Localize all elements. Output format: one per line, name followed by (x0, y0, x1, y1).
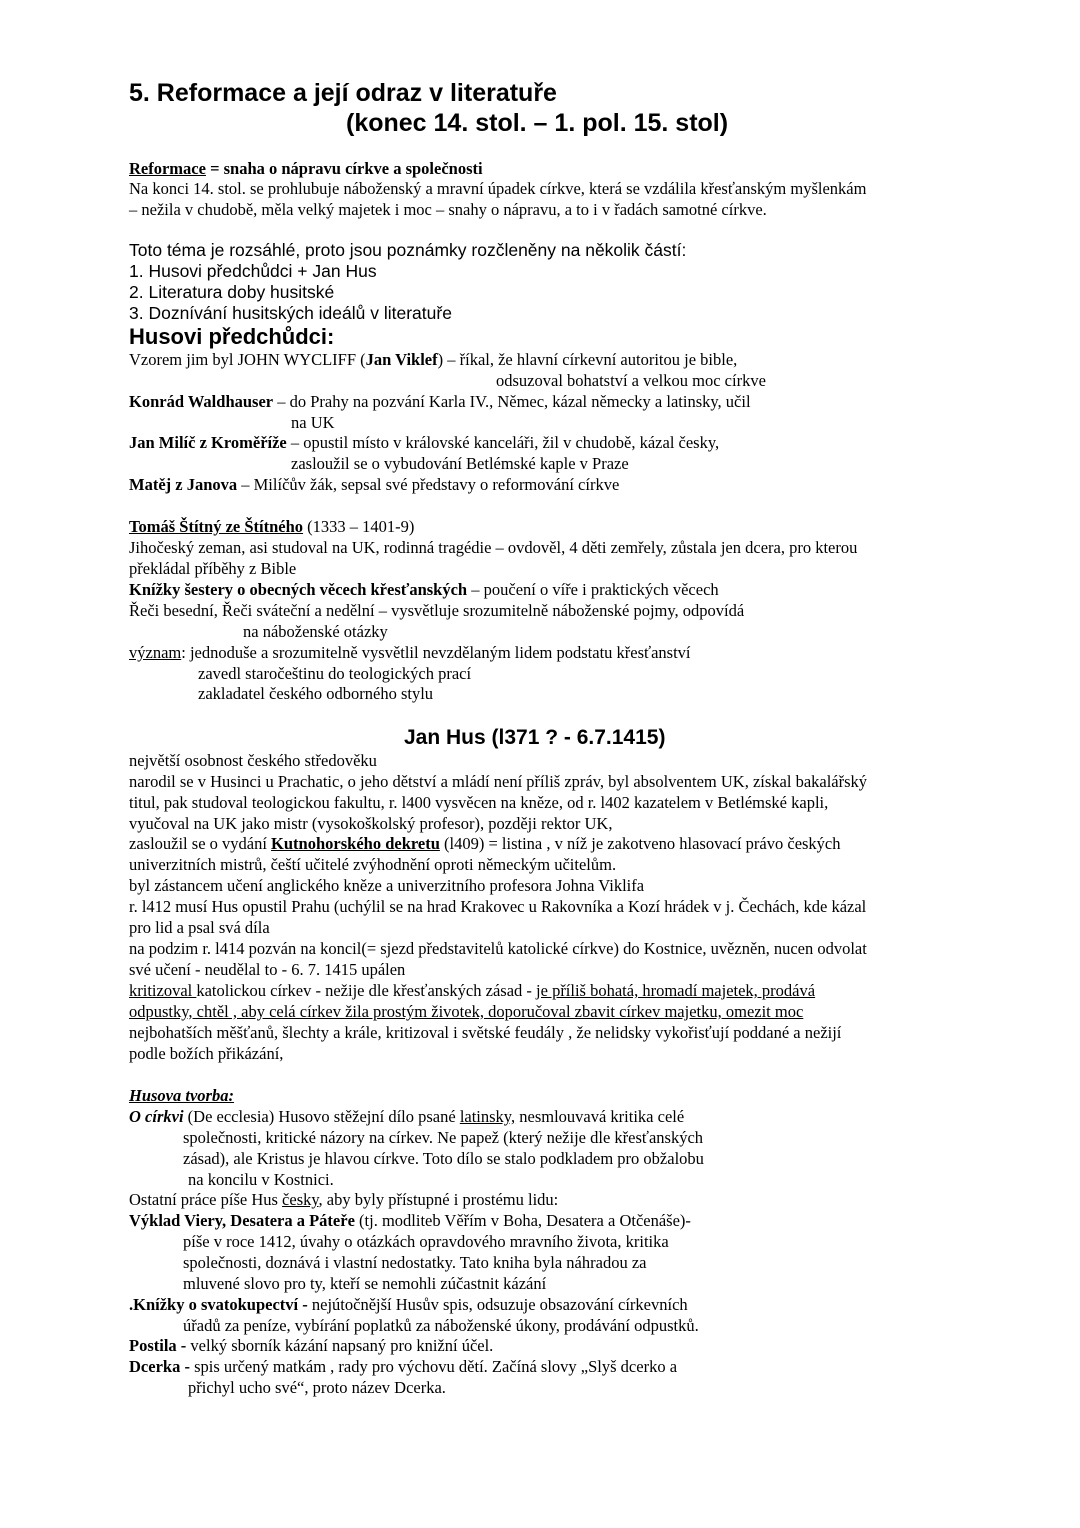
hus-line: vyučoval na UK jako mistr (vysokoškolský profesor), později rektor UK, (129, 814, 613, 833)
wyclif-post: ) – říkal, že hlavní církevní autoritou je bible, (437, 350, 738, 369)
hus-dekret-pre: zasloužil se o vydání (129, 834, 272, 853)
stitny-book-2: Řeči besední, Řeči sváteční a nedělní – vysvětluje srozumitelně náboženské pojmy, odpovídá (129, 601, 745, 620)
waldhauser-cont: na UK (291, 413, 335, 432)
ocirkvi-line (129, 1107, 684, 1127)
hus-line: své učení - neudělal to - 6. 7. 1415 upálen (129, 960, 406, 979)
dcerka-line (129, 1357, 677, 1377)
milic-text: – opustil místo v královské kanceláři, žil v chudobě, kázal česky, (286, 433, 720, 452)
critique-mid: katolickou církev - nežije dle křesťanských zásad - (196, 981, 537, 1000)
hus-line: největší osobnost českého středověku (129, 751, 377, 770)
hus-line: na podzim r. l414 pozván na koncil(= sjezd představitelů katolické církve) do Kostnice, uvězněn, nucen odvolat (129, 939, 867, 958)
hus-line: r. l412 musí Hus opustil Prahu (uchýlil se na hrad Krakovec u Rakovníka a Kozí hrádek v j. Čechách, kde kázal (129, 897, 867, 916)
kutnohorsky-dekret: Kutnohorského dekretu (271, 834, 440, 853)
stitny-book-2-cont: na náboženské otázky (243, 622, 388, 641)
hus-dekret-post: (l409) = listina , v níž je zakotveno hlasovací právo českých (439, 834, 841, 853)
overview-item: 2. Literatura doby husitské (129, 282, 335, 302)
stitny-book-1-text: – poučení o víře i praktických věcech (467, 580, 719, 599)
hus-line: pro lid a psal svá díla (129, 918, 270, 937)
wyclif-name: Jan Viklef (365, 350, 438, 369)
vyklad-cont: píše v roce 1412, úvahy o otázkách opravdového mravního života, kritika (183, 1232, 669, 1251)
ocirkvi-cont: zásad), ale Kristus je hlavou církve. Toto dílo se stalo podkladem pro obžalobu (183, 1149, 704, 1168)
stitny-book-1 (129, 580, 719, 600)
hus-line: podle božích přikázání, (129, 1044, 284, 1063)
dcerka-text: spis určený matkám , rady pro výchovu dětí. Začíná slovy „Slyš dcerko a (189, 1357, 678, 1376)
matej-name: Matěj z Janova (129, 475, 238, 494)
hus-dekret-line (129, 834, 841, 854)
ostatni-text: , aby byly přístupné i prostému lidu: (318, 1190, 559, 1209)
matej-line (129, 475, 619, 495)
reformace-term: Reformace (129, 159, 206, 178)
hus-line: nejbohatších měšťanů, šlechty a krále, kritizoval i světské feudály , že nelidsky vykořisťují poddané a nežijí (129, 1023, 842, 1042)
stitny-name: Tomáš Štítný ze Štítného (129, 517, 304, 536)
dcerka-title: Dcerka - (129, 1357, 190, 1376)
stitny-dates: (1333 – 1401-9) (303, 517, 415, 536)
ocirkvi-cont: společnosti, kritické názory na církev. Ne papež (který nežije dle křesťanských (183, 1128, 704, 1147)
stitny-bio-2: překládal příběhy z Bible (129, 559, 297, 578)
critique-underlined: odpustky, chtěl , aby celá církev žila prostým životek, doporučoval zbavit církev majetku, omezit moc (129, 1002, 804, 1021)
hus-critique-line (129, 981, 815, 1001)
hus-line: univerzitních mistrů, čeští učitelé zvýhodnění oproti německým učitelům. (129, 855, 617, 874)
ocirkvi-cont: na koncilu v Kostnici. (188, 1170, 334, 1189)
milic-cont: zasloužil se o vybudování Betlémské kaple v Praze (291, 454, 629, 473)
tvorba-heading (129, 1086, 234, 1106)
stitny-book-1-title: Knížky šestery o obecných věcech křesťanských (129, 580, 468, 599)
postila-line (129, 1336, 493, 1356)
wyclif-line (129, 350, 737, 370)
hus-line: byl zástancem učení anglického kněze a univerzitního profesora Johna Viklifa (129, 876, 645, 895)
milic-line (129, 433, 719, 453)
intro-line-1: Na konci 14. stol. se prohlubuje náboženský a mravní úpadek církve, která se vzdálila křesťanským myšlenkám (129, 179, 867, 198)
latinsky: latinsky, (459, 1107, 516, 1126)
knizky-text: nejútočnější Husův spis, odsuzuje obsazování církevních (307, 1295, 688, 1314)
hus-heading: Jan Hus (l371 ? - 6.7.1415) (404, 726, 666, 749)
waldhauser-name: Konrád Waldhauser (129, 392, 274, 411)
critique-underlined: je příliš bohatá, hromadí majetek, prodává (536, 981, 816, 1000)
vyklad-cont: mluvené slovo pro ty, kteří se nemohli zúčastnit kázání (183, 1274, 547, 1293)
title-line-2: (konec 14. stol. – 1. pol. 15. stol) (346, 109, 729, 137)
dcerka-cont: přichyl ucho své“, proto název Dcerka. (188, 1378, 446, 1397)
overview-item: 3. Doznívání husitských ideálů v literatuře (129, 303, 452, 323)
vyklad-line (129, 1211, 691, 1231)
vyznam-label: význam (129, 643, 182, 662)
hus-line: narodil se v Husinci u Prachatic, o jeho dětství a mládí není příliš zpráv, byl absolventem UK, získal bakalářský (129, 772, 868, 791)
vyklad-cont: společnosti, doznává i vlastní nedostatky. Tato kniha byla náhradou za (183, 1253, 647, 1272)
vyklad-text: (tj. modliteb Věřím v Boha, Desatera a Otčenáše)- (354, 1211, 691, 1230)
knizky-title: .Knížky o svatokupectví - (129, 1295, 308, 1314)
intro-line-2: – nežila v chudobě, měla velký majetek i moc – snahy o nápravu, a to i v řadách samotné církve. (129, 200, 767, 219)
title-line-1: 5. Reformace a její odraz v literatuře (129, 79, 557, 107)
overview-item: 1. Husovi předchůdci + Jan Hus (129, 261, 377, 281)
vyznam-1: : jednoduše a srozumitelně vysvětlil nevzdělaným lidem podstatu křesťanství (181, 643, 691, 662)
reformace-definition-text: = snaha o nápravu církve a společnosti (205, 159, 483, 178)
vyznam-2: zavedl staročeštinu do teologických prací (198, 664, 472, 683)
stitny-vyznam (129, 643, 691, 663)
reformace-definition (129, 159, 483, 179)
knizky-line (129, 1295, 688, 1315)
vyklad-title: Výklad Viery, Desatera a Páteře (129, 1211, 355, 1230)
ocirkvi-text: (De ecclesia) Husovo stěžejní dílo psané (183, 1107, 460, 1126)
postila-text: velký sborník kázání napsaný pro knižní účel. (186, 1336, 494, 1355)
ostatni-line (129, 1190, 558, 1210)
wyclif-cont: odsuzoval bohatství a velkou moc církve (496, 371, 766, 390)
vyznam-3: zakladatel českého odborného stylu (198, 684, 434, 703)
postila-title: Postila - (129, 1336, 187, 1355)
milic-name: Jan Milíč z Kroměříže (129, 433, 287, 452)
predecessors-heading: Husovi předchůdci: (129, 324, 335, 349)
kritizoval: kritizoval (129, 981, 197, 1000)
wyclif-pre: Vzorem jim byl JOHN WYCLIFF ( (129, 350, 366, 369)
tvorba-heading-text: Husova tvorba: (129, 1086, 234, 1105)
overview-lead: Toto téma je rozsáhlé, proto jsou poznámky rozčleněny na několik částí: (129, 240, 687, 260)
stitny-bio-1: Jihočeský zeman, asi studoval na UK, rodinná tragédie – ovdověl, 4 děti zemřely, zůstala jen dcera, pro kterou (129, 538, 858, 557)
waldhauser-text: – do Prahy na pozvání Karla IV., Němec, kázal německy a latinsky, učil (273, 392, 751, 411)
cesky: česky (282, 1190, 319, 1209)
knizky-cont: úřadů za peníze, vybírání poplatků za náboženské úkony, prodávání odpustků. (183, 1316, 699, 1335)
ocirkvi-title: O církvi (129, 1107, 184, 1126)
waldhauser-line (129, 392, 751, 412)
ostatni-text: Ostatní práce píše Hus (129, 1190, 283, 1209)
stitny-heading (129, 517, 414, 537)
hus-critique-line (129, 1002, 803, 1022)
hus-line: titul, pak studoval teologickou fakultu, r. l400 vysvěcen na kněze, od r. l402 kazatelem v Betlémské kapli, (129, 793, 829, 812)
matej-text: – Milíčův žák, sepsal své představy o reformování církve (237, 475, 620, 494)
ocirkvi-text: nesmlouvavá kritika celé (515, 1107, 685, 1126)
